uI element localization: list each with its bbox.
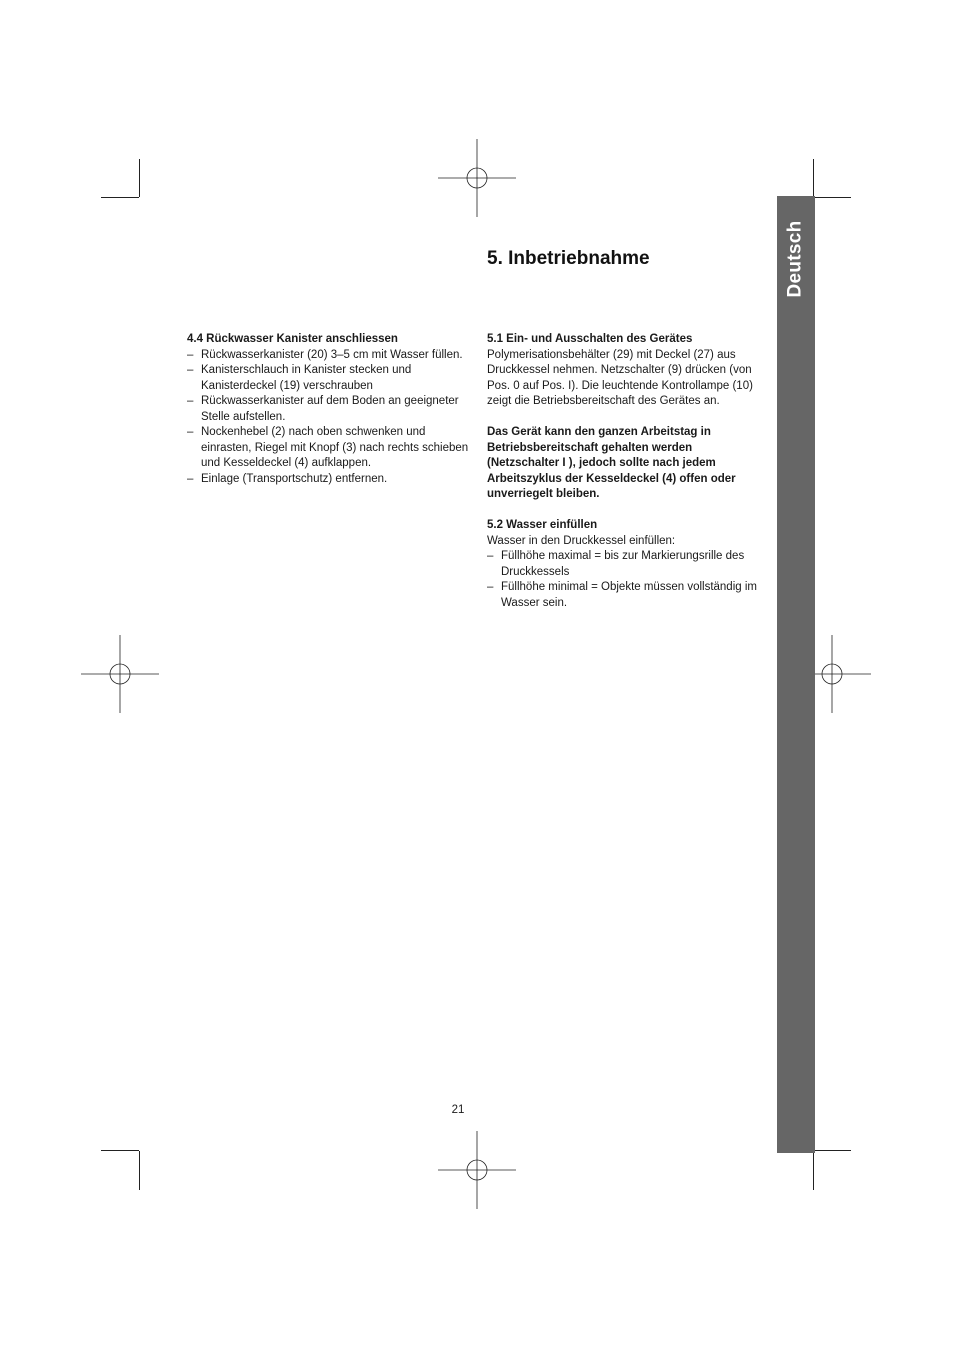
- list-item: [187, 472, 472, 488]
- language-tab-label: Deutsch: [785, 220, 806, 298]
- crop-mark: [814, 1150, 851, 1151]
- left-column: [187, 332, 472, 487]
- list-item-text: Nockenhebel (2) nach oben schwenken und einrasten, Riegel mit Knopf (3) nach rechts schieben und Kesseldeckel (4) aufklappen.: [201, 426, 469, 469]
- registration-mark-icon: [438, 1131, 516, 1209]
- section-heading: 4.4 Rückwasser Kanister anschliessen: [187, 333, 398, 345]
- page-number: 21: [451, 1104, 465, 1116]
- dash-bullet: –: [487, 581, 494, 593]
- list-item-text: Kanisterschlauch in Kanister stecken und Kanisterdeckel (19) verschrauben: [201, 364, 412, 392]
- dash-bullet: –: [487, 550, 494, 562]
- section-heading: 5.2 Wasser einfüllen: [487, 519, 598, 531]
- dash-bullet: –: [187, 348, 194, 361]
- list-item: [487, 580, 767, 611]
- dash-bullet: –: [187, 426, 194, 438]
- instruction-list: [187, 348, 472, 488]
- list-item-text: Rückwasserkanister auf dem Boden an geeigneter Stelle aufstellen.: [201, 395, 459, 423]
- paragraph-spacer: [487, 503, 767, 519]
- list-item: [187, 425, 472, 472]
- language-side-tab: [777, 196, 815, 1153]
- paragraph-spacer: [487, 410, 767, 426]
- page-title: 5. Inbetriebnahme: [487, 248, 650, 269]
- language-tab-label-box: [777, 196, 815, 322]
- dash-bullet: –: [187, 364, 194, 376]
- instruction-list: [487, 549, 767, 611]
- list-item-text: Füllhöhe minimal = Objekte müssen vollständig im Wasser sein.: [501, 581, 757, 609]
- crop-mark: [101, 197, 139, 198]
- section-heading: 5.1 Ein- und Ausschalten des Gerätes: [487, 333, 693, 345]
- crop-mark: [101, 1150, 139, 1151]
- list-item-text: Füllhöhe maximal = bis zur Markierungsrille des Druckkessels: [501, 550, 745, 578]
- registration-mark-icon: [438, 139, 516, 217]
- crop-mark: [813, 159, 814, 197]
- body-paragraph: Wasser in den Druckkessel einfüllen:: [487, 534, 676, 547]
- list-item-text: Rückwasserkanister (20) 3–5 cm mit Wasser füllen.: [201, 348, 463, 361]
- list-item: [487, 549, 767, 580]
- list-item: [187, 363, 472, 394]
- important-note: Das Gerät kann den ganzen Arbeitstag in Betriebsbereitschaft gehalten werden (Netzschalter I ), jedoch sollte nach jedem Arbeitszyklus der Kesseldeckel (4) offen oder unverriegelt bleiben.: [487, 426, 736, 500]
- crop-mark: [814, 197, 851, 198]
- body-paragraph: Polymerisationsbehälter (29) mit Deckel (27) aus Druckkessel nehmen. Netzschalter (9) drücken (von Pos. 0 auf Pos. I). Die leuchtende Kontrollampe (10) zeigt die Betriebsbereitschaft des Gerätes an.: [487, 348, 753, 407]
- crop-mark: [139, 159, 140, 197]
- dash-bullet: –: [187, 395, 194, 407]
- crop-mark: [139, 1151, 140, 1190]
- list-item: [187, 394, 472, 425]
- crop-mark: [813, 1151, 814, 1190]
- list-item: [187, 348, 472, 364]
- registration-mark-icon: [81, 635, 159, 713]
- right-column: [487, 332, 767, 611]
- list-item-text: Einlage (Transportschutz) entfernen.: [201, 472, 388, 485]
- dash-bullet: –: [187, 472, 194, 485]
